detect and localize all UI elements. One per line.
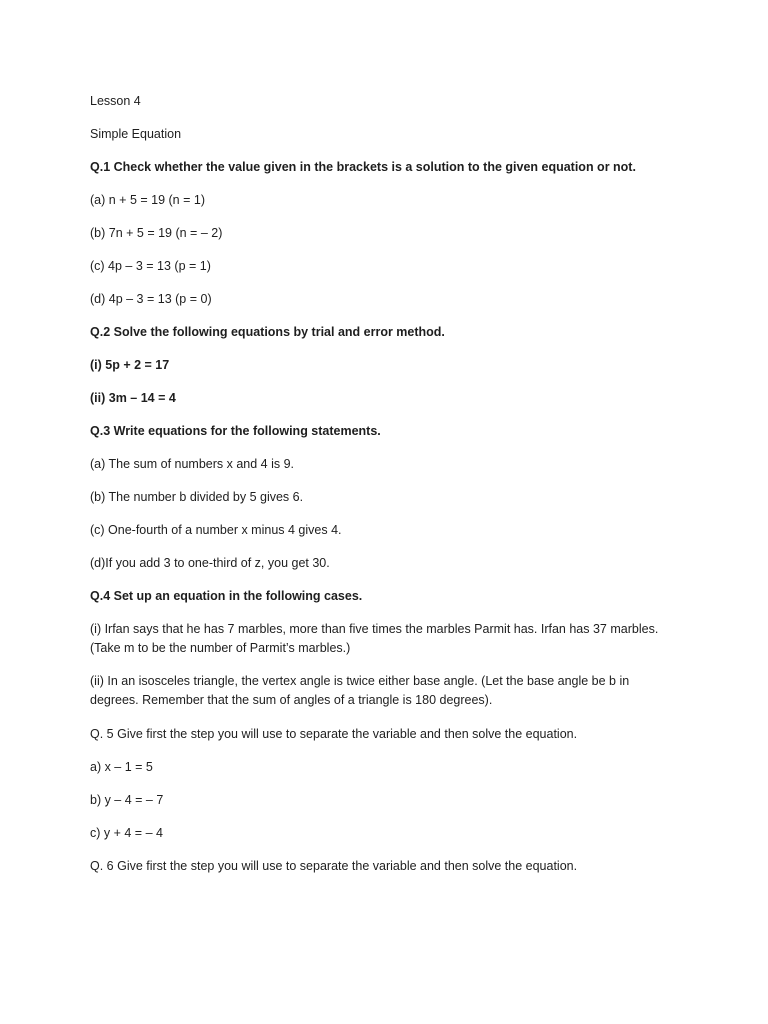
q2-heading: Q.2 Solve the following equations by trial and error method. <box>90 325 445 339</box>
q6-heading: Q. 6 Give first the step you will use to separate the variable and then solve the equation. <box>90 859 578 873</box>
q3-item-b: (b) The number b divided by 5 gives 6. <box>90 490 304 504</box>
q2-item-i: (i) 5p + 2 = 17 <box>90 358 170 372</box>
q1-item-c: (c) 4p – 3 = 13 (p = 1) <box>90 259 211 273</box>
q5-item-a: a) x – 1 = 5 <box>90 760 153 774</box>
q1-heading: Q.1 Check whether the value given in the brackets is a solution to the given equation or not. <box>90 160 636 174</box>
q3-item-c: (c) One-fourth of a number x minus 4 gives 4. <box>90 523 342 537</box>
q3-heading: Q.3 Write equations for the following statements. <box>90 424 381 438</box>
q4-heading: Q.4 Set up an equation in the following cases. <box>90 589 363 603</box>
q1-item-d: (d) 4p – 3 = 13 (p = 0) <box>90 292 212 306</box>
document-title: Simple Equation <box>90 127 182 141</box>
q4-item-i: (i) Irfan says that he has 7 marbles, more than five times the marbles Parmit has. Irfan has 37 marbles. (Take m to be the number of Parmit’s marbles.) <box>90 622 659 655</box>
lesson-label: Lesson 4 <box>90 94 141 108</box>
q3-item-a: (a) The sum of numbers x and 4 is 9. <box>90 457 295 471</box>
q5-item-c: c) y + 4 = – 4 <box>90 826 163 840</box>
q2-item-ii: (ii) 3m – 14 = 4 <box>90 391 176 405</box>
q1-item-a: (a) n + 5 = 19 (n = 1) <box>90 193 205 207</box>
q4-item-ii: (ii) In an isosceles triangle, the vertex angle is twice either base angle. (Let the base angle be b in degrees. Remember that the sum of angles of a triangle is 180 degrees). <box>90 674 630 707</box>
q1-item-b: (b) 7n + 5 = 19 (n = – 2) <box>90 226 223 240</box>
q5-heading: Q. 5 Give first the step you will use to separate the variable and then solve the equation. <box>90 727 578 741</box>
q3-item-d: (d)If you add 3 to one-third of z, you get 30. <box>90 556 330 570</box>
q5-item-b: b) y – 4 = – 7 <box>90 793 164 807</box>
